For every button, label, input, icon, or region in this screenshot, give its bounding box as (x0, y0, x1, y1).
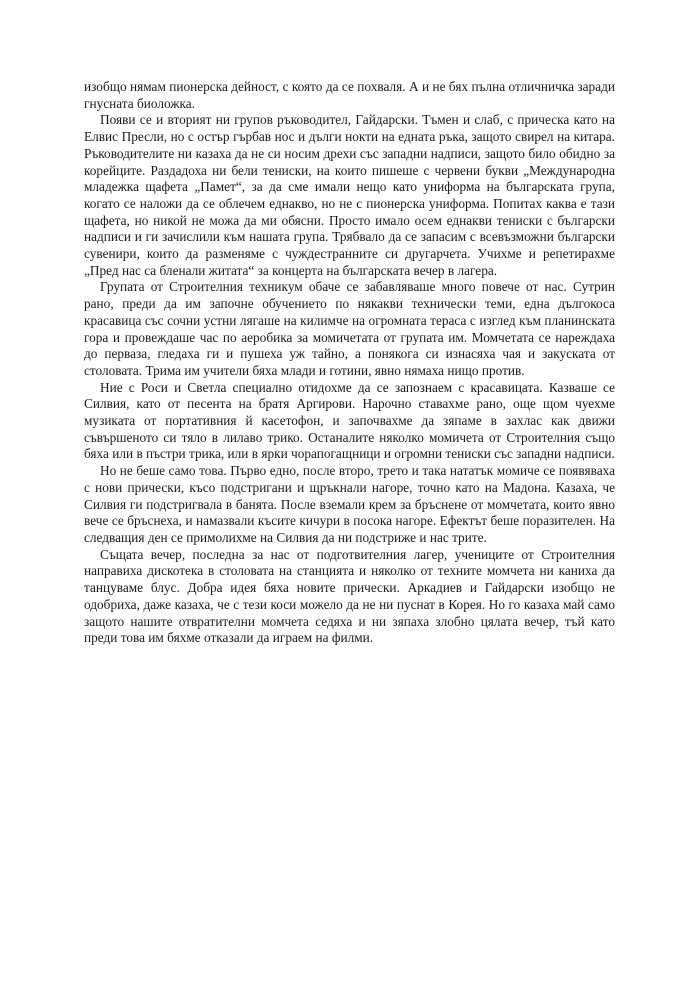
paragraph-4: Ние с Роси и Светла специално отидохме да се запознаем с красавицата. Казваше се Силвия, като от песента на братя Аргирови. Нарочно ставахме рано, още щом чуехме музиката от портативния й касетофон, и започвахме да зяпаме в захлас как движи съвършеното си тяло в лилаво трико. Останалите няколко момичета от Строителния също бяха или в пъстри трика, или в ярки чорапогащници и огромни тениски със западни надписи. (84, 379, 615, 462)
body-text (84, 79, 615, 647)
paragraph-3: Групата от Строителния техникум обаче се забавляваше много повече от нас. Сутрин рано, преди да им започне обучението по някакви технически теми, една дългокоса красавица със сочни устни лягаше на килимче на огромната тераса с изглед към планинската гора и провеждаше час по аеробика за момичетата от групата им. Момчетата се нареждаха до перваза, гледаха ги и пушеха уж тайно, а понякога си изнасяха чая и закуската от столовата. Трима им учители бяха млади и готини, явно нямаха нищо против. (84, 279, 615, 378)
paragraph-5: Но не беше само това. Първо едно, после второ, трето и така нататък момиче се появяваха с нови прически, късо подстригани и щръкнали нагоре, точно като на Мадона. Казаха, че Силвия ги подстригвала в банята. После вземали крем за бръснене от момчетата, които явно вече се бръснеха, и намазвали късите кичури в посока нагоре. Ефектът беше поразителен. На следващия ден се примолихме на Силвия да ни подстриже и нас трите. (84, 463, 615, 545)
paragraph-6: Същата вечер, последна за нас от подготвителния лагер, учениците от Строителния направиха дискотека в столовата на станцията и няколко от техните момчета ни каниха да танцуваме блус. Добра идея бяха новите прически. Аркадиев и Гайдарски изобщо не одобриха, даже казаха, че с тези коси можело да не ни пуснат в Корея. Но го казаха май само защото нашите отвратителни момчета седяха и ни зяпаха злобно цялата вечер, тъй като преди това им бяхме отказали да играем на филми. (84, 546, 615, 646)
paragraph-2: Появи се и вторият ни групов ръководител, Гайдарски. Тъмен и слаб, с прическа като на Елвис Пресли, но с остър гърбав нос и дълги нокти на едната ръка, защото свирел на китара. Ръководителите ни казаха да не си носим дрехи със западни надписи, защото било обидно за корейците. Раздадоха ни бели тениски, на които пишеше с червени букви „Международна младежка щафета „Памет“, за да сме имали нещо като униформа на българската група, когато се наложи да се облечем еднакво, но не с пионерска униформа. Попитах каква е тази щафета, но никой не можа да ми обясни. Просто имало осем еднакви тениски с български надписи и ги зачислили към нашата група. Трябвало да се запасим с всевъзможни български сувенири, които да разменяме с чуждестранните си другарчета. Учихме и репетирахме „Пред нас са бленали житата“ за концерта на българската вечер в лагера. (84, 112, 615, 278)
paragraph-1: изобщо нямам пионерска дейност, с която да се похваля. А и не бях пълна отличничка заради гнусната биоложка. (84, 79, 615, 111)
